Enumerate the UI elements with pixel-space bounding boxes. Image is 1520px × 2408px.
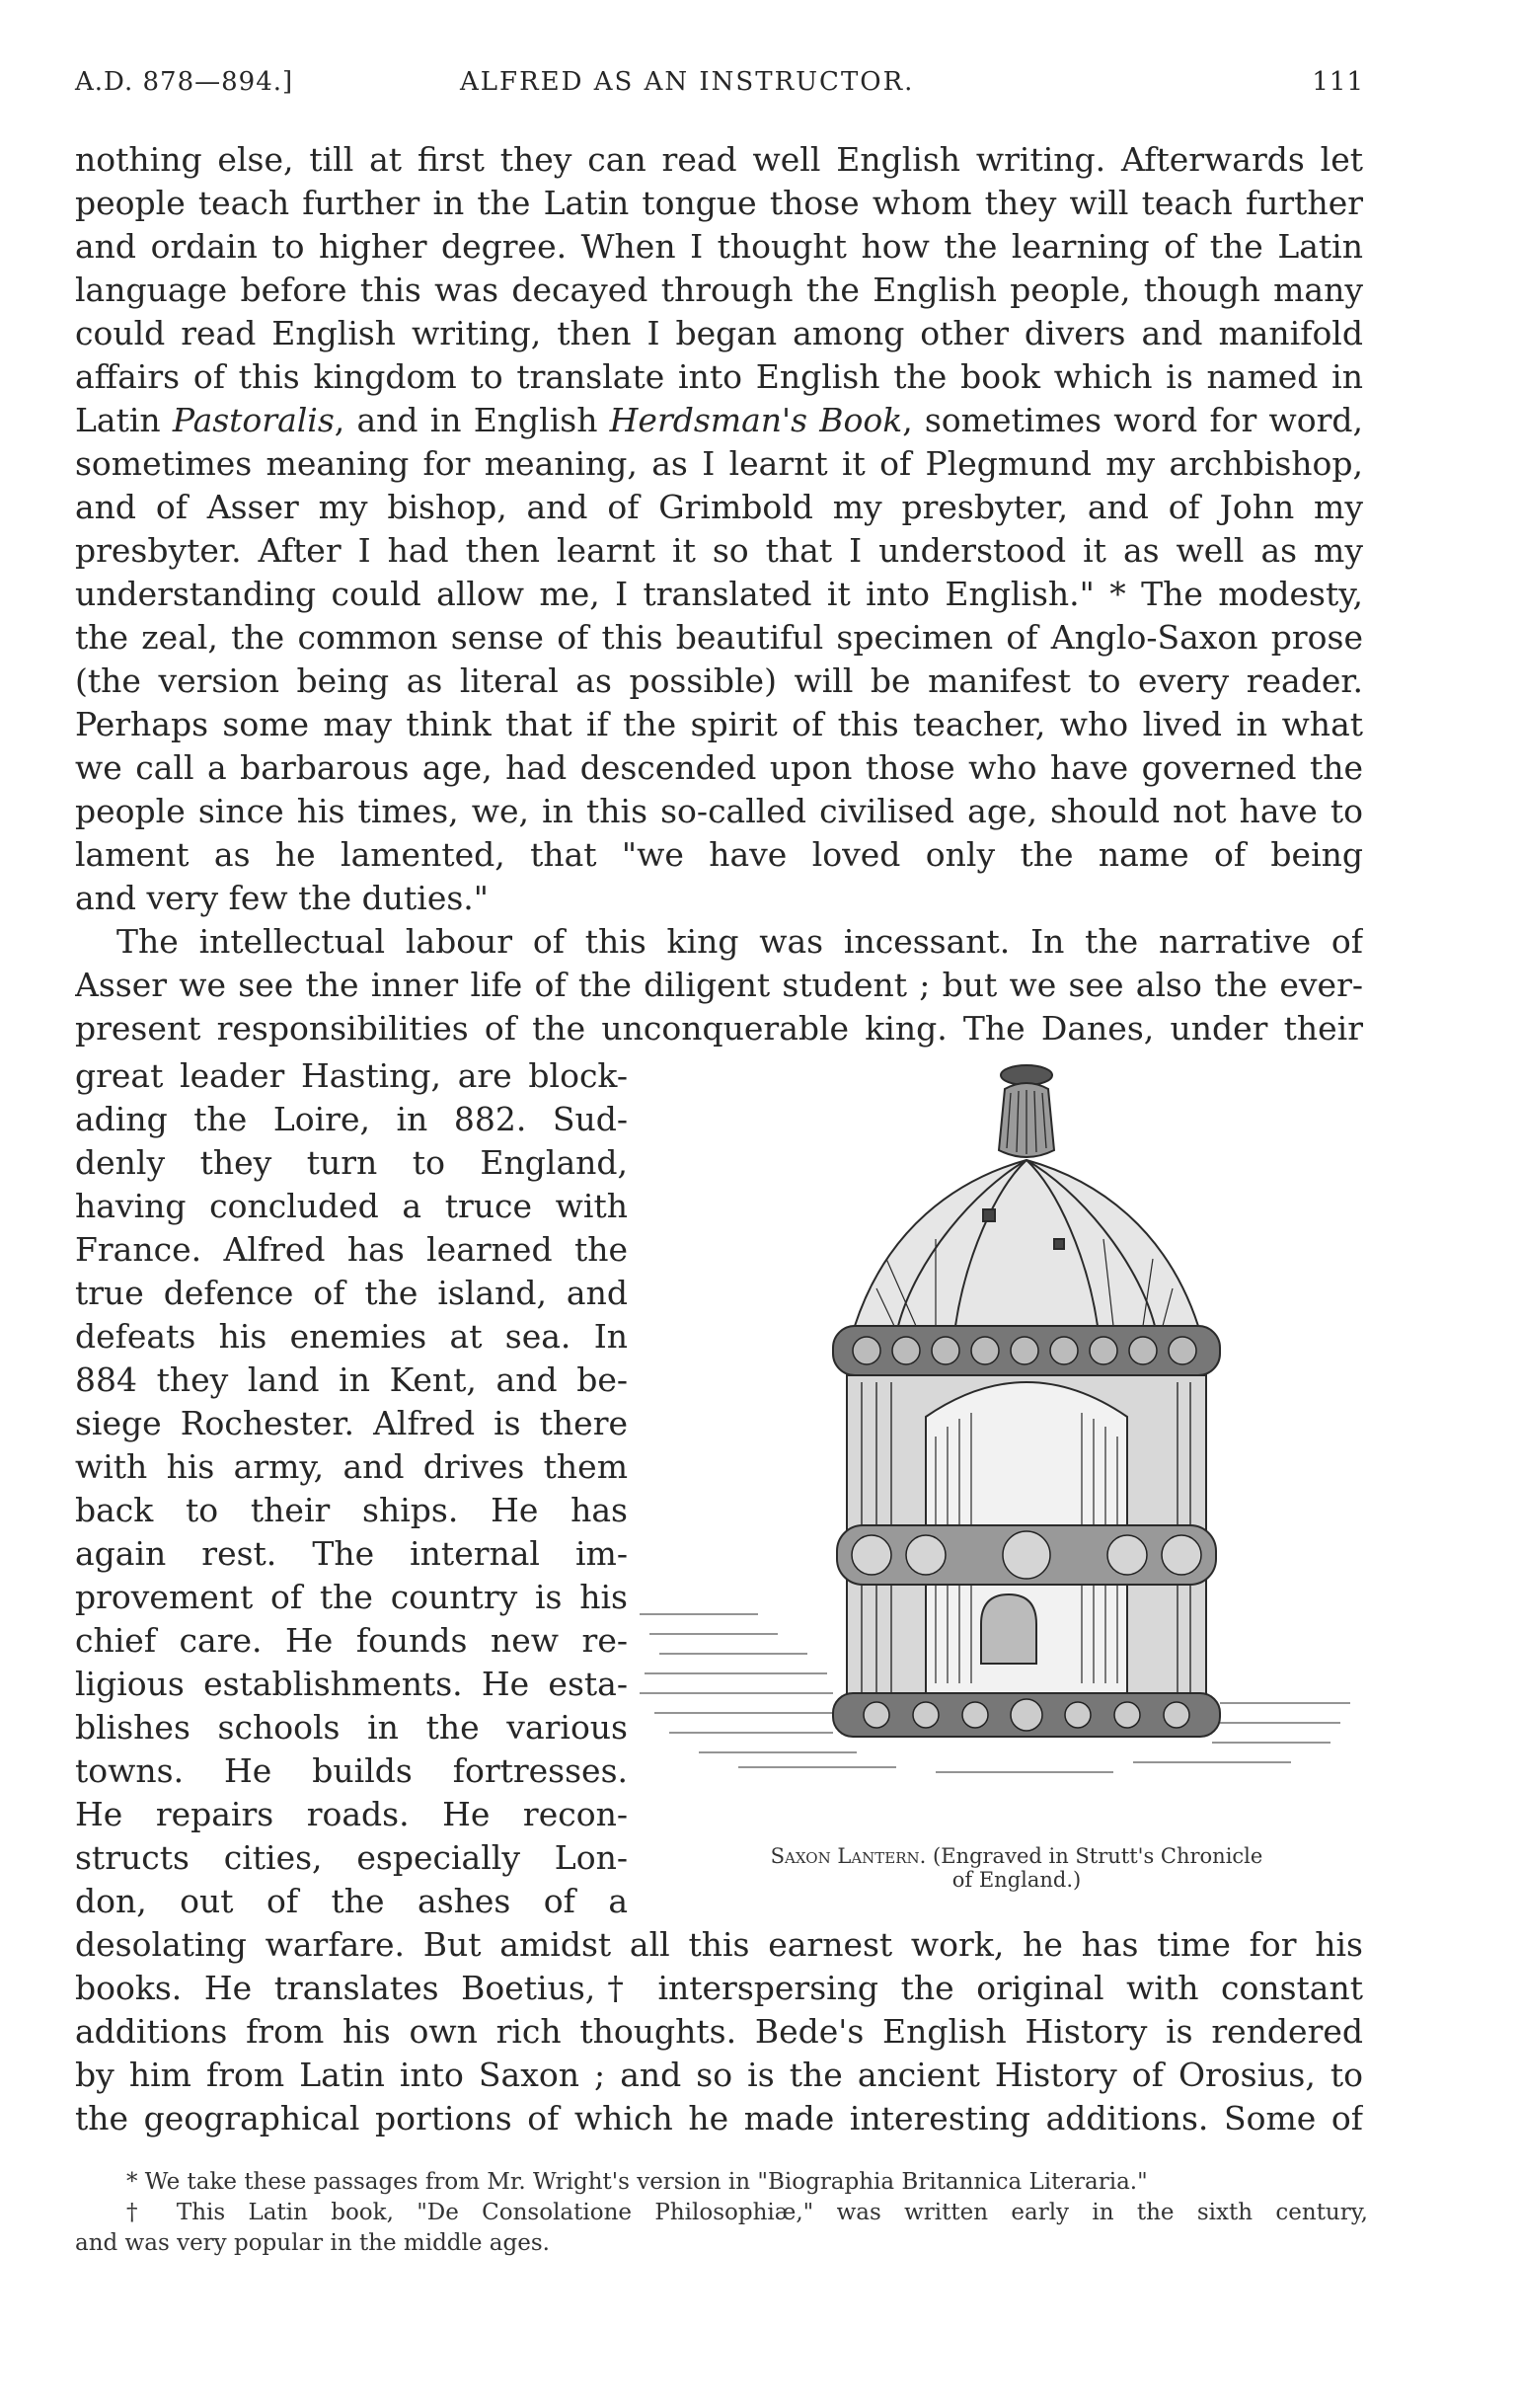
text-line: affairs of this kingdom to translate into English the book which is named in bbox=[75, 357, 1363, 396]
text-line: true defence of the island, and bbox=[75, 1274, 628, 1312]
text-line: don, out of the ashes of a bbox=[75, 1882, 628, 1920]
text-line: books. He translates Boetius,† interspersing the original with constant bbox=[75, 1969, 1363, 2007]
main-text-bottom bbox=[75, 1923, 1363, 2140]
text-line: (the version being as literal as possible) will be manifest to every reader. bbox=[75, 661, 1363, 700]
footnote-2-continued: and was very popular in the middle ages. bbox=[75, 2230, 550, 2256]
text-line: ading the Loire, in 882. Sud- bbox=[75, 1100, 628, 1138]
text-line: additions from his own rich thoughts. Bede's English History is rendered bbox=[75, 2012, 1363, 2051]
text-line: having concluded a truce with bbox=[75, 1187, 628, 1225]
text-line: 884 they land in Kent, and be- bbox=[75, 1360, 628, 1399]
text-line: people teach further in the Latin tongue those whom they will teach further bbox=[75, 184, 1363, 222]
lantern-illustration bbox=[640, 1061, 1350, 1777]
text-line: and of Asser my bishop, and of Grimbold my presbyter, and of John my bbox=[75, 488, 1363, 526]
text-line: language before this was decayed through the English people, though many bbox=[75, 271, 1363, 309]
text-line: the zeal, the common sense of this beautiful specimen of Anglo-Saxon prose bbox=[75, 618, 1363, 657]
herdsmans-book-title: Herdsman's Book bbox=[609, 401, 903, 439]
footnotes bbox=[75, 2167, 1368, 2259]
latin-mid: , and in English bbox=[334, 401, 610, 439]
main-text-top bbox=[75, 138, 1363, 1050]
text-line: The intellectual labour of this king was incessant. In the narrative of bbox=[116, 922, 1363, 961]
text-line: blishes schools in the various bbox=[75, 1708, 628, 1747]
text-line: present responsibilities of the unconquerable king. The Danes, under their bbox=[75, 1009, 1363, 1048]
text-line: He repairs roads. He recon- bbox=[75, 1795, 628, 1833]
text-line: understanding could allow me, I translated it into English." * The modesty, bbox=[75, 575, 1363, 613]
text-line: lament as he lamented, that "we have loved only the name of being bbox=[75, 835, 1363, 874]
text-line: presbyter. After I had then learnt it so that I understood it as well as my bbox=[75, 531, 1363, 570]
text-line: sometimes meaning for meaning, as I learnt it of Plegmund my archbishop, bbox=[75, 444, 1363, 483]
text-line: people since his times, we, in this so-called civilised age, should not have to bbox=[75, 792, 1363, 830]
text-line: nothing else, till at first they can read well English writing. Afterwards let bbox=[75, 140, 1363, 179]
text-line: siege Rochester. Alfred is there bbox=[75, 1404, 628, 1442]
header-date-range: A.D. 878—894.] bbox=[75, 67, 294, 97]
text-line: we call a barbarous age, had descended upon those who have governed the bbox=[75, 748, 1363, 787]
text-line: denly they turn to England, bbox=[75, 1143, 628, 1182]
caption-title: Saxon Lantern. bbox=[770, 1844, 927, 1868]
header-chapter-title: ALFRED AS AN INSTRUCTOR. bbox=[460, 67, 915, 97]
text-line: and very few the duties." bbox=[75, 879, 489, 917]
text-line: chief care. He founds new re- bbox=[75, 1621, 628, 1660]
caption-source: (Engraved in Strutt's Chronicle bbox=[933, 1844, 1263, 1868]
running-header bbox=[75, 67, 1364, 107]
footnote-2: † This Latin book, "De Consolatione Philosophiæ," was written early in the sixth century, bbox=[126, 2200, 1368, 2225]
pastoralis-title: Pastoralis bbox=[172, 401, 335, 439]
page-number: 111 bbox=[1312, 67, 1364, 97]
text-line: structs cities, especially Lon- bbox=[75, 1838, 628, 1877]
text-line: desolating warfare. But amidst all this earnest work, he has time for his bbox=[75, 1925, 1363, 1964]
text-line: towns. He builds fortresses. bbox=[75, 1751, 628, 1790]
figure-caption bbox=[691, 1844, 1342, 1892]
wrapped-text-column bbox=[75, 1054, 628, 1923]
text-line: great leader Hasting, are block- bbox=[75, 1056, 628, 1095]
text-line-latin bbox=[75, 399, 1363, 442]
text-line: Perhaps some may think that if the spirit of this teacher, who lived in what bbox=[75, 705, 1363, 743]
text-line: and ordain to higher degree. When I thought how the learning of the Latin bbox=[75, 227, 1363, 266]
text-line: again rest. The internal im- bbox=[75, 1534, 628, 1573]
saxon-lantern-engraving bbox=[640, 1061, 1350, 1777]
footnote-1: * We take these passages from Mr. Wright's version in "Biographia Britannica Literaria." bbox=[126, 2169, 1148, 2195]
text-line: Asser we see the inner life of the diligent student ; but we see also the ever- bbox=[75, 966, 1363, 1004]
latin-pre: Latin bbox=[75, 401, 173, 439]
text-line: by him from Latin into Saxon ; and so is the ancient History of Orosius, to bbox=[75, 2056, 1363, 2094]
text-line: could read English writing, then I began among other divers and manifold bbox=[75, 314, 1363, 352]
text-line: defeats his enemies at sea. In bbox=[75, 1317, 628, 1356]
latin-post: , sometimes word for word, bbox=[902, 401, 1363, 439]
text-line: ligious establishments. He esta- bbox=[75, 1665, 628, 1703]
text-line: the geographical portions of which he made interesting additions. Some of bbox=[75, 2099, 1363, 2137]
text-line: France. Alfred has learned the bbox=[75, 1230, 628, 1269]
caption-source-line2: of England.) bbox=[951, 1868, 1082, 1892]
text-line: with his army, and drives them bbox=[75, 1447, 628, 1486]
text-line: back to their ships. He has bbox=[75, 1491, 628, 1529]
text-line: provement of the country is his bbox=[75, 1578, 628, 1616]
